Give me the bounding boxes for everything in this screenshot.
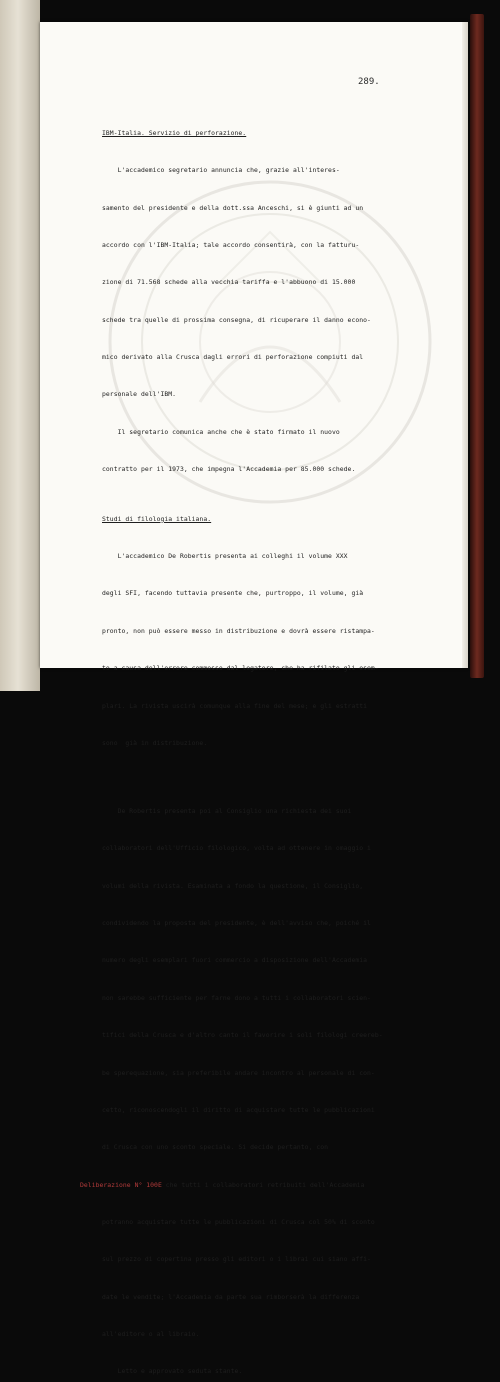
text-line: De Robertis presenta poi al Consiglio una richiesta dei suoi xyxy=(102,807,352,816)
text-line: date le vendite; l'Accademia da parte sua rimborserà la differenza xyxy=(102,1292,360,1301)
text-line: degli SFI, facendo tuttavia presente che, purtroppo, il volume, già xyxy=(102,589,364,598)
page-edge-shadow xyxy=(462,22,468,668)
text-line: non sarebbe sufficiente per farne dono a tutti i collaboratori scien- xyxy=(102,993,371,1002)
page-number: 289. xyxy=(358,77,380,87)
text-line: sono già in distribuzione. xyxy=(102,738,208,747)
text-line: samento del presidente e della dott.ssa Anceschi, si è giunti ad un xyxy=(102,203,364,212)
text-line: L'accademico De Robertis presenta ai colleghi il volume XXX xyxy=(102,552,348,561)
text-line: di Crusca con uno sconto speciale. Si decide pertanto, con xyxy=(102,1143,329,1152)
text-line: potranno acquistare tutte le pubblicazioni di Crusca col 50% di sconto xyxy=(102,1217,375,1226)
section-heading-ibm: IBM-Italia. Servizio di perforazione. xyxy=(102,128,247,137)
text-line: L'accademico segretario annuncia che, grazie all'interes- xyxy=(102,166,340,175)
text-line: to a causa dell'errore commesso dal legatore, che ha rifilato gli esem- xyxy=(102,664,379,673)
text-line: be sperequazione, sia preferibile andare incontro al personale di con- xyxy=(102,1068,375,1077)
text-line: Il segretario comunica anche che è stato firmato il nuovo xyxy=(102,427,340,436)
document-page xyxy=(40,22,468,1376)
text-line: plari. La rivista uscirà comunque alla fine del mese; e gli estratti xyxy=(102,701,368,710)
text-line: pronto, non può essere messo in distribuzione e dovrà essere ristampa- xyxy=(102,626,375,635)
deliberation-text: che tutti i collaboratori retribuiti dell'Accademia xyxy=(161,1180,365,1189)
text-line: collaboratori dell'Ufficio filologico, volta ad ottenere in omaggio i xyxy=(102,844,371,853)
text-line: schede tra quelle di prossima consegna, di ricuperare il danno econo- xyxy=(102,315,371,324)
text-line: accordo con l'IBM-Italia; tale accordo consentirà, con la fatturu- xyxy=(102,240,360,249)
section-heading-filologia: Studi di filologia italiana. xyxy=(102,514,212,523)
deliberation-line xyxy=(80,1179,392,1191)
text-line: condividendo la proposta del presidente, è dell'avviso che, poiché il xyxy=(102,919,371,928)
text-line: contratto per il 1973, che impegna l'Accademia per 85.000 schede. xyxy=(102,465,356,473)
text-line: cetto, riconoscendogli il diritto di acquistare tutte le pubblicazioni xyxy=(102,1105,375,1114)
book-binding-left xyxy=(0,0,40,691)
text-line: zione di 71.568 schede alla vecchia tariffa e l'abbuono di 15.000 xyxy=(102,278,356,287)
book-cover-edge xyxy=(470,14,484,678)
text-line: mico derivato alla Crusca dagli errori di perforazione compiuti dal xyxy=(102,352,364,361)
text-line: sul prezzo di copertina presso gli editori o i librai cui siano affi- xyxy=(102,1255,371,1264)
text-line: all'editore o al libraio. xyxy=(102,1329,200,1338)
text-line: numero degli esemplari fuori commercio a disposizione dell'Accademia xyxy=(102,956,368,965)
document-body xyxy=(80,102,392,1382)
text-line: Letto e approvato seduta stante. xyxy=(102,1367,243,1376)
text-line: tifici della Crusca e d'altro canto il favorire i soli filologi creereb- xyxy=(102,1031,383,1040)
text-line: volumi della rivista. Esaminata a fondo la questione, il Consiglio, xyxy=(102,881,364,890)
text-line: personale dell'IBM. xyxy=(102,390,177,399)
deliberation-reference: Deliberazione N° 100E xyxy=(80,1180,162,1189)
